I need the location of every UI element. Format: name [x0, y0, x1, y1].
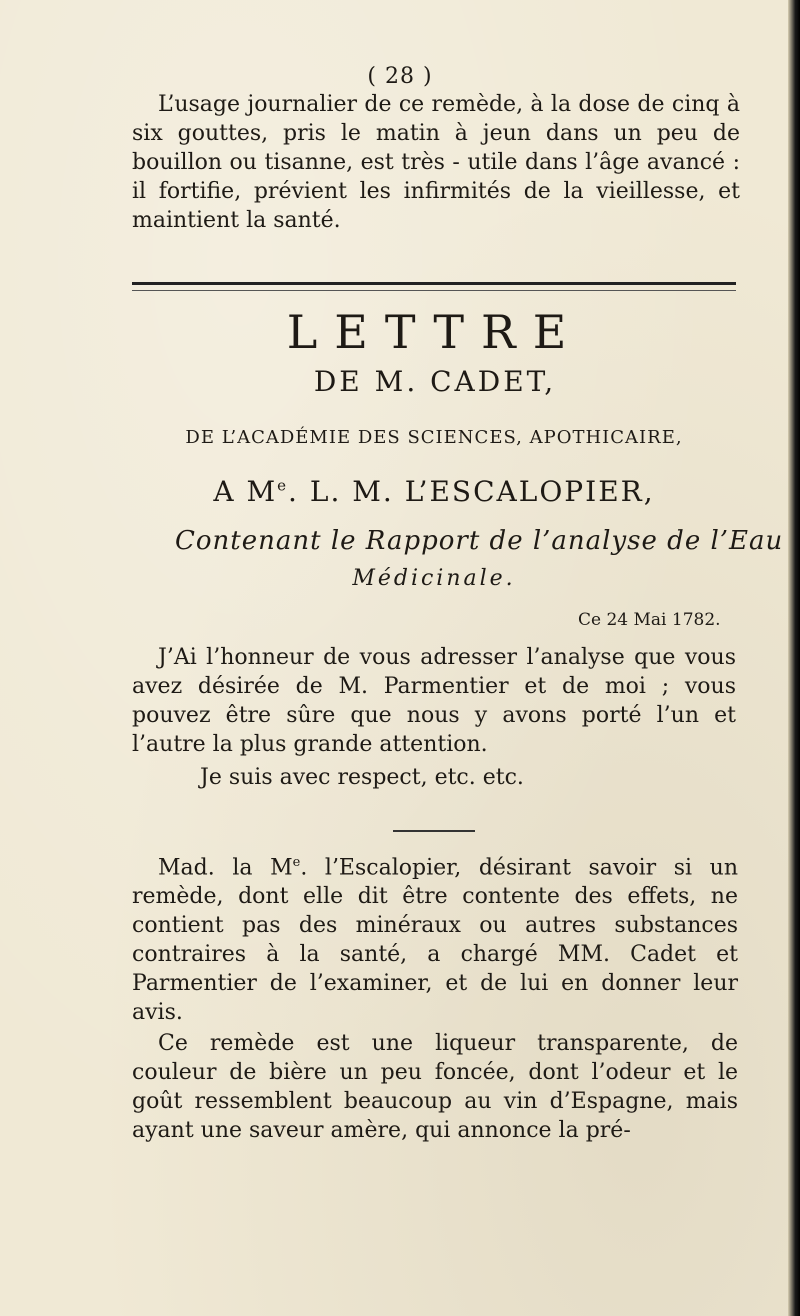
- intro-paragraph: L’usage journalier de ce remède, à la dose de cinq à six gouttes, pris le matin à jeun dans un peu de bouillon ou tisanne, est très - utile dans l’âge avancé : il fortifie, prévient les infirmités de la vieillesse, et maintient la santé.: [132, 92, 740, 233]
- author-affiliation: DE L’ACADÉMIE DES SCIENCES, APOTHICAIRE,: [185, 427, 683, 448]
- divider-thin: [132, 290, 736, 291]
- letter-closing: Je suis avec respect, etc. etc.: [200, 765, 524, 790]
- letter-subtitle-line2: Médicinale.: [352, 566, 516, 591]
- letter-recipient: [0, 475, 800, 508]
- letter-body-paragraph: J’Ai l’honneur de vous adresser l’analyse que vous avez désirée de M. Parmentier et de moi ; vous pouvez être sûre que nous y avons porté l’un et l’autre la plus grande attention.: [132, 645, 736, 757]
- escalopier-prefix: Mad. la M: [158, 855, 293, 881]
- escalopier-text: . l’Escalopier, désirant savoir si un remède, dont elle dit être contente des effets, ne contient pas des minéraux ou autres substances contraires à la santé, a chargé MM. Cadet et Parmentier de l’examiner, et de lui en donner leur avis.: [132, 855, 739, 1026]
- page-number: ( 28 ): [367, 64, 433, 89]
- escalopier-paragraph: [132, 848, 738, 1027]
- letter-title: LETTRE: [286, 305, 584, 359]
- recipient-superscript: e: [277, 476, 289, 495]
- letter-author: DE M. CADET,: [313, 365, 557, 398]
- escalopier-superscript: e: [292, 855, 301, 870]
- page-edge-shadow: [788, 0, 800, 1316]
- recipient-name: . L. M. L’ESCALOPIER,: [288, 475, 655, 508]
- section-divider: [393, 830, 475, 832]
- divider-thick: [132, 282, 736, 285]
- remede-paragraph: Ce remède est une liqueur transparente, de couleur de bière un peu foncée, dont l’odeur et le goût ressemblent beaucoup au vin d’Espagne, mais ayant une saveur amère, qui annonce la pré-: [132, 1031, 738, 1143]
- recipient-prefix: A M: [213, 475, 278, 508]
- letter-subtitle-line1: Contenant le Rapport de l’analyse de l’Eau: [175, 526, 784, 556]
- letter-date: Ce 24 Mai 1782.: [578, 610, 721, 630]
